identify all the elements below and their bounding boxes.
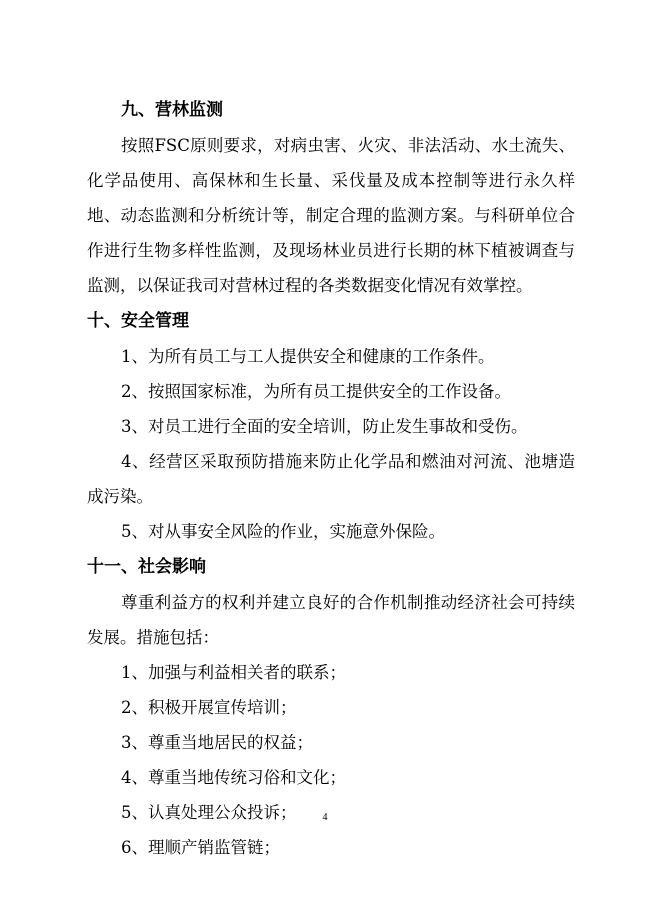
- section-paragraph: 按照FSC原则要求，对病虫害、火灾、非法活动、水土流失、化学品使用、高保林和生长量、采伐量及成本控制等进行永久样地、动态监测和分析统计等，制定合理的监测方案。与科研单位合作进行生物多样性监测，及现场林业员进行长期的林下植被调查与监测，以保证我司对营林过程的各类数据变化情况有效掌控。: [87, 136, 575, 295]
- section-heading-monitoring: 九、营林监测: [121, 100, 223, 120]
- list-item: 1、加强与利益相关者的联系；: [121, 663, 346, 682]
- list-item: 2、按照国家标准，为所有员工提供安全的工作设备。: [121, 382, 511, 401]
- page-number: 4: [322, 812, 328, 823]
- list-item: 1、为所有员工与工人提供安全和健康的工作条件。: [121, 347, 495, 366]
- list-item: 2、积极开展宣传培训；: [121, 698, 297, 717]
- list-item: 4、尊重当地传统习俗和文化；: [121, 768, 346, 787]
- list-item: 5、对从事安全风险的作业，实施意外保险。: [121, 522, 445, 541]
- section-paragraph: 尊重利益方的权利并建立良好的合作机制推动经济社会可持续发展。措施包括：: [87, 593, 575, 647]
- list-item: 5、认真处理公众投诉；: [121, 803, 297, 822]
- list-item: 6、理顺产销监管链；: [121, 838, 280, 857]
- list-item: 3、对员工进行全面的安全培训，防止发生事故和受伤。: [121, 417, 528, 436]
- section-heading-social-impact: 十一、社会影响: [87, 557, 206, 577]
- list-item: 4、经营区采取预防措施来防止化学品和燃油对河流、池塘造成污染。: [87, 452, 575, 506]
- list-item: 3、尊重当地居民的权益；: [121, 733, 313, 752]
- section-heading-safety: 十、安全管理: [87, 311, 189, 331]
- page-content: [87, 92, 575, 865]
